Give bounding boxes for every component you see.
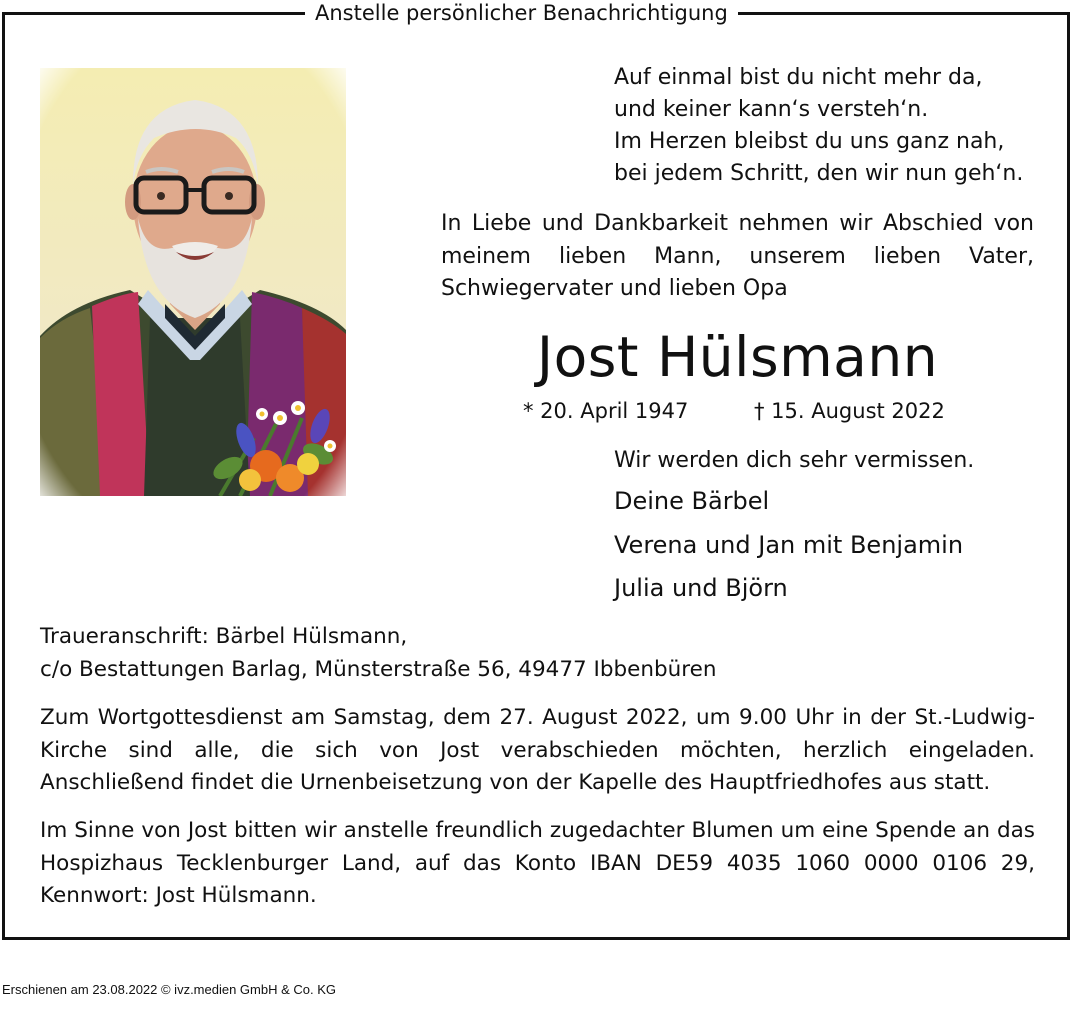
mourner-name: Deine Bärbel: [614, 487, 770, 515]
birth-date: * 20. April 1947: [523, 399, 689, 423]
donation-paragraph: Im Sinne von Jost bitten wir anstelle freundlich zugedachter Blumen um eine Spende an das Hospizhaus Tecklenburger Land, auf das Konto IBAN DE59 4035 1060 0000 0106 29, Kennwort: Jost Hülsmann.: [40, 818, 1035, 908]
service-paragraph: Zum Wortgottesdienst am Samstag, dem 27. August 2022, um 9.00 Uhr in der St.-Ludwig-Kirche sind alle, die sich von Jost verabschieden möchten, herzlich eingeladen. Anschließend findet die Urnenbeisetzung von der Kapelle des Hauptfriedhofes aus statt.: [40, 705, 1035, 795]
mourner-name: Julia und Björn: [614, 574, 788, 602]
farewell-intro: In Liebe und Dankbarkeit nehmen wir Abschied von meinem lieben Mann, unserem lieben Vater, Schwiegervater und lieben Opa: [441, 211, 1034, 301]
death-date: † 15. August 2022: [754, 399, 945, 423]
deceased-name: Jost Hülsmann: [536, 325, 939, 389]
notice-header: Anstelle persönlicher Benachrichtigung: [305, 0, 738, 26]
mourner-name: Verena und Jan mit Benjamin: [614, 531, 964, 559]
poem-line: und keiner kann‘s versteh‘n.: [614, 97, 929, 122]
mourners-message: Wir werden dich sehr vermissen.: [614, 448, 975, 473]
publication-footer: Erschienen am 23.08.2022 © ivz.medien GmbH & Co. KG: [2, 982, 337, 997]
mourning-address: [40, 621, 717, 686]
address-line: c/o Bestattungen Barlag, Münsterstraße 56, 49477 Ibbenbüren: [40, 656, 717, 682]
portrait-photo: [40, 68, 346, 496]
poem-line: bei jedem Schritt, den wir nun geh‘n.: [614, 161, 1024, 186]
poem: [614, 62, 1023, 190]
address-line: Traueranschrift: Bärbel Hülsmann,: [40, 624, 408, 649]
poem-line: Im Herzen bleibst du uns ganz nah,: [614, 129, 1005, 154]
poem-line: Auf einmal bist du nicht mehr da,: [614, 65, 983, 90]
